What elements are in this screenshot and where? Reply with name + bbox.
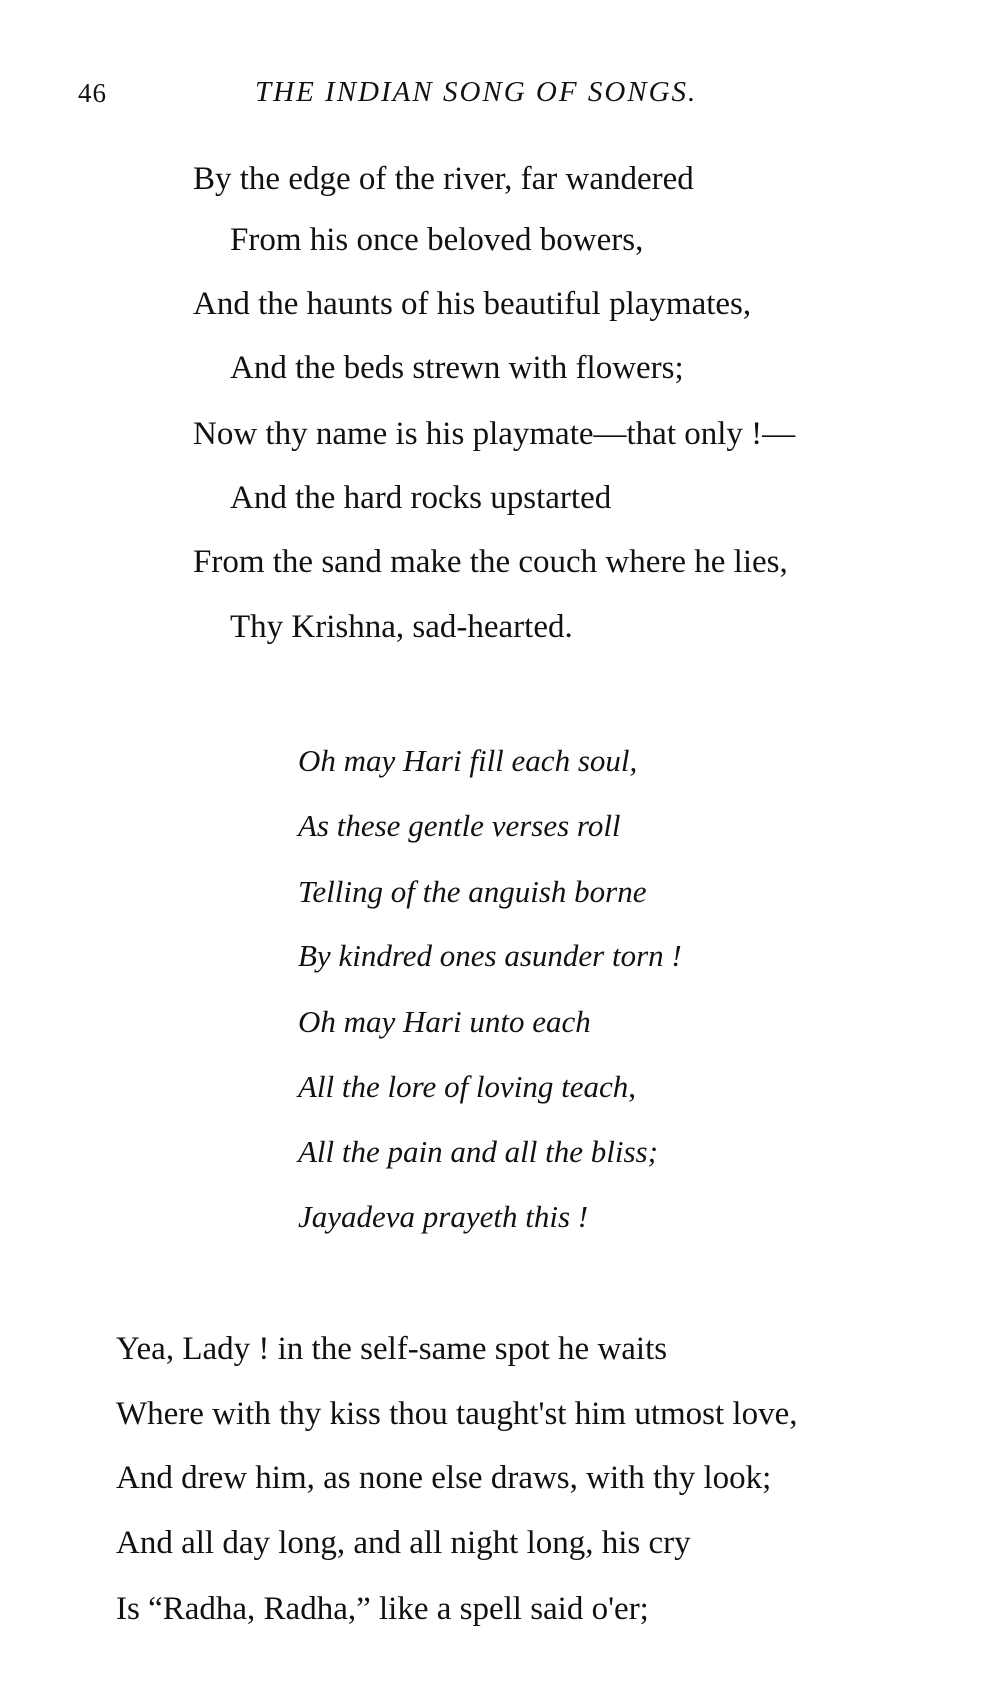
refrain-line: Oh may Hari unto each [298,1004,591,1039]
refrain-line: Oh may Hari fill each soul, [298,743,638,778]
verse-line: And the haunts of his beautiful playmates, [193,286,752,322]
verse-line: Yea, Lady ! in the self-same spot he waits [116,1331,668,1367]
verse-line: Thy Krishna, sad-hearted. [230,609,573,645]
refrain-line: Jayadeva prayeth this ! [298,1199,589,1234]
page-number: 46 [78,78,107,108]
refrain-line: All the pain and all the bliss; [298,1134,658,1169]
verse-line: And drew him, as none else draws, with thy look; [116,1460,772,1496]
refrain-line: By kindred ones asunder torn ! [298,938,682,973]
verse-line: Is “Radha, Radha,” like a spell said o'er; [116,1591,649,1627]
verse-line: Now thy name is his playmate—that only !— [193,416,796,452]
verse-line: From his once beloved bowers, [230,222,644,258]
verse-line: By the edge of the river, far wandered [193,161,694,197]
verse-line: Where with thy kiss thou taught'st him utmost love, [116,1396,798,1432]
running-title: THE INDIAN SONG OF SONGS. [255,76,698,108]
refrain-line: As these gentle verses roll [298,808,621,843]
verse-line: From the sand make the couch where he lies, [193,544,788,580]
verse-line: And all day long, and all night long, his cry [116,1525,691,1561]
verse-line: And the beds strewn with flowers; [230,350,684,386]
verse-line: And the hard rocks upstarted [230,480,612,516]
refrain-line: Telling of the anguish borne [298,874,647,909]
refrain-line: All the lore of loving teach, [298,1069,637,1104]
